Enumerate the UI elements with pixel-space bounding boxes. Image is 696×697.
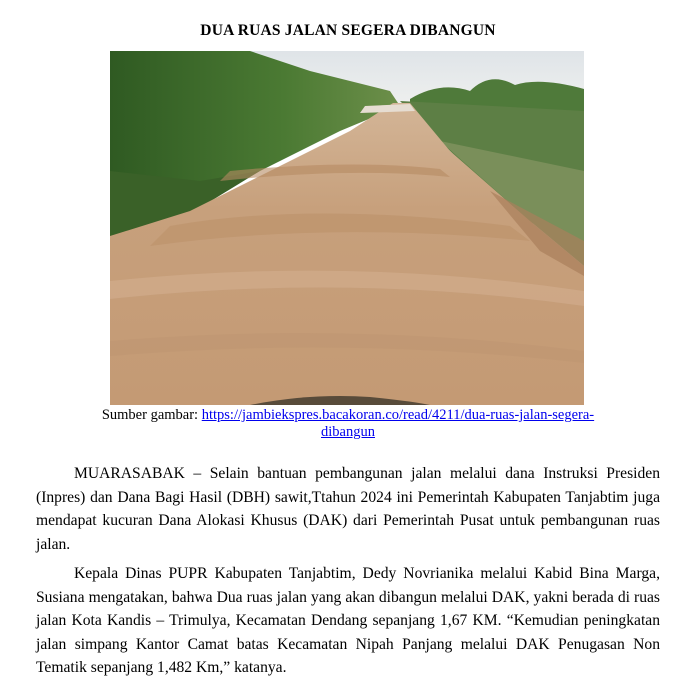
paragraph-2: Kepala Dinas PUPR Kabupaten Tanjabtim, Dedy Novrianika melalui Kabid Bina Marga, Susiana mengatakan, bahwa Dua ruas jalan yang akan dibangun melalui DAK, yakni berada di ruas jalan Kota Kandis – Trimulya, Kecamatan Dendang sepanjang 1,67 KM. “Kemudian peningkatan jalan simpang Kantor Camat batas Kecamatan Nipah Panjang melalui DAK Penugasan Non Tematik sepanjang 1,482 Km,” katanya. bbox=[36, 565, 660, 676]
paragraph-1: MUARASABAK – Selain bantuan pembangunan jalan melalui dana Instruksi Presiden (Inpres) dan Dana Bagi Hasil (DBH) sawit,Ttahun 2024 ini Pemerintah Kabupaten Tanjabtim juga mendapat kucuran Dana Alokasi Khusus (DAK) dari Pemerintah Pusat untuk pembangunan ruas jalan. bbox=[36, 465, 660, 553]
caption-prefix: Sumber gambar: bbox=[101, 407, 202, 423]
image-caption bbox=[90, 407, 606, 441]
source-link[interactable]: https://jambiekspres.bacakoran.co/read/4211/dua-ruas-jalan-segera-dibangun bbox=[201, 407, 595, 440]
road-photo bbox=[110, 51, 584, 405]
article-title: DUA RUAS JALAN SEGERA DIBANGUN bbox=[200, 22, 496, 39]
article-body bbox=[36, 462, 660, 686]
